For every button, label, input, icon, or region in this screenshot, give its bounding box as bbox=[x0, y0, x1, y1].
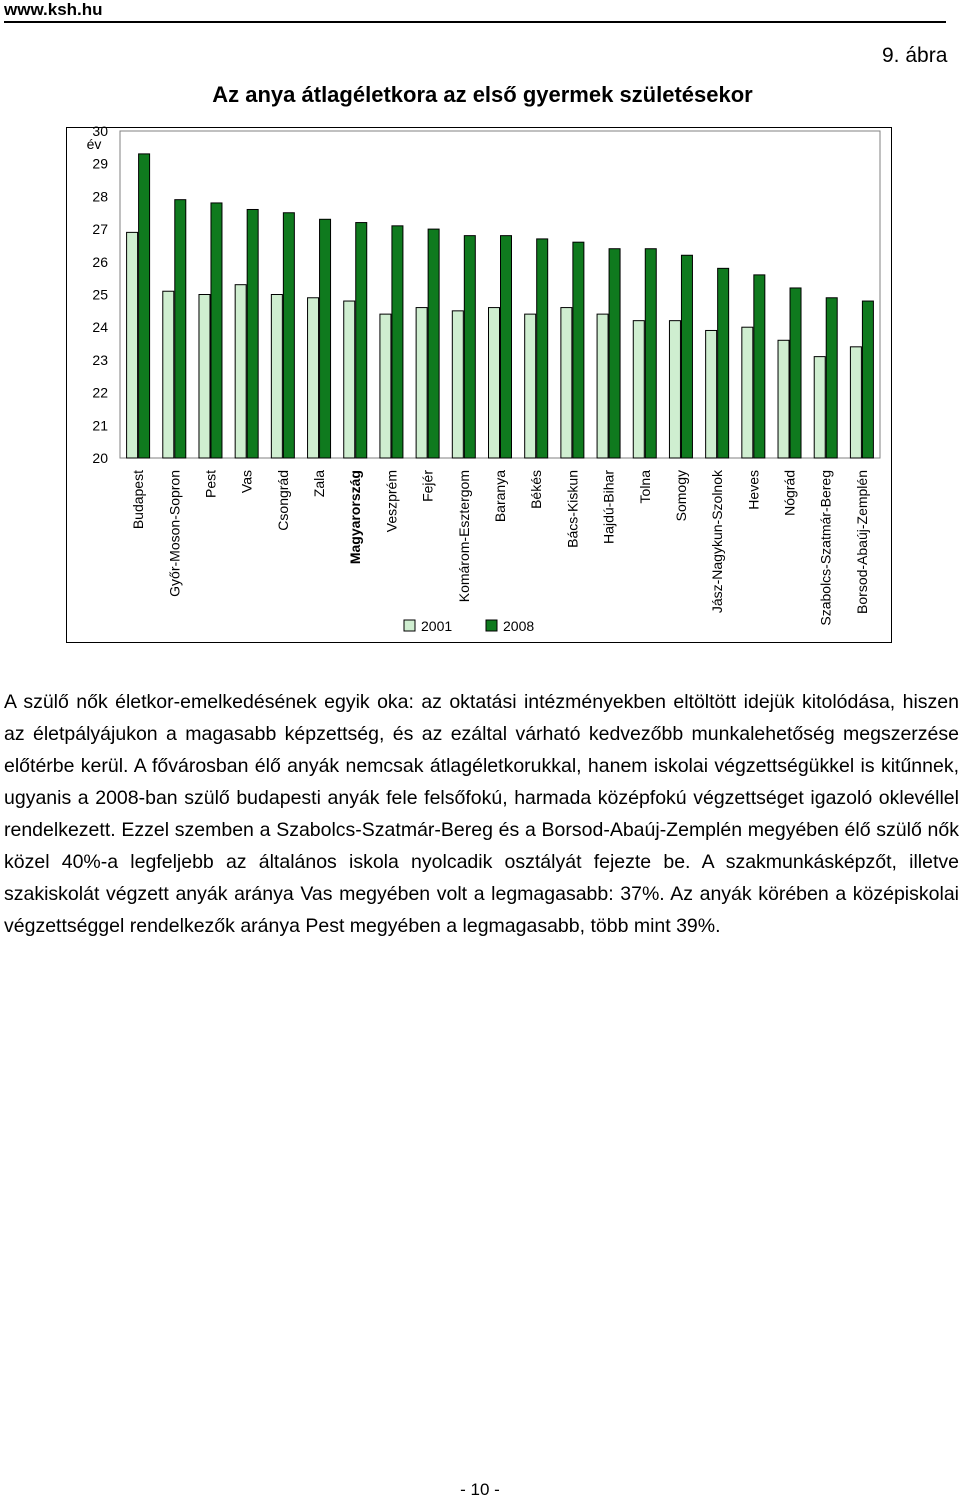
bar-2001 bbox=[380, 314, 391, 458]
bar-2008 bbox=[464, 236, 475, 458]
y-tick-label: 21 bbox=[92, 417, 108, 434]
chart-title: Az anya átlagéletkora az első gyermek születésekor bbox=[212, 82, 753, 107]
category-label: Győr-Moson-Sopron bbox=[166, 470, 183, 597]
legend-label-2001: 2001 bbox=[421, 618, 453, 634]
bar-2001 bbox=[778, 340, 789, 458]
bar-2001 bbox=[416, 308, 427, 458]
bar-2008 bbox=[537, 239, 548, 458]
bar-2001 bbox=[850, 347, 861, 458]
bar-2001 bbox=[163, 291, 174, 458]
legend-swatch-2001 bbox=[404, 620, 415, 631]
category-label: Borsod-Abaúj-Zemplén bbox=[853, 470, 870, 614]
y-tick-label: 22 bbox=[92, 384, 108, 401]
bar-2008 bbox=[175, 200, 186, 458]
bar-2008 bbox=[501, 236, 512, 458]
bar-2008 bbox=[139, 154, 150, 458]
category-label: Szabolcs-Szatmár-Bereg bbox=[817, 470, 834, 626]
y-tick-label: 20 bbox=[92, 450, 108, 466]
bar-2008 bbox=[681, 255, 692, 458]
bar-2008 bbox=[718, 268, 729, 458]
y-tick-label: 26 bbox=[92, 253, 108, 270]
figure-number: 9. ábra bbox=[882, 44, 948, 67]
category-label: Nógrád bbox=[781, 470, 798, 516]
category-label: Hajdú-Bihar bbox=[600, 470, 617, 544]
category-label: Veszprém bbox=[383, 470, 400, 533]
bar-2008 bbox=[428, 229, 439, 458]
y-tick-label: 28 bbox=[92, 188, 108, 205]
bar-2001 bbox=[308, 298, 319, 458]
bar-2001 bbox=[235, 285, 246, 458]
bar-2001 bbox=[452, 311, 463, 458]
y-tick-label: 23 bbox=[92, 351, 108, 368]
site-link[interactable]: www.ksh.hu bbox=[4, 0, 103, 19]
bar-2001 bbox=[669, 321, 680, 458]
y-tick-label: 27 bbox=[92, 221, 108, 238]
category-label: Fejér bbox=[419, 470, 436, 502]
category-label: Somogy bbox=[672, 470, 689, 522]
bar-2008 bbox=[392, 226, 403, 458]
bar-2008 bbox=[609, 249, 620, 458]
category-label: Heves bbox=[745, 470, 762, 510]
bar-2008 bbox=[790, 288, 801, 458]
bar-2001 bbox=[525, 314, 536, 458]
bar-2001 bbox=[489, 308, 500, 458]
bar-chart bbox=[0, 0, 960, 660]
bar-2008 bbox=[283, 213, 294, 458]
bar-2008 bbox=[356, 223, 367, 458]
category-label: Békés bbox=[528, 470, 545, 509]
body-text: A szülő nők életkor-emelkedésének egyik oka: az oktatási intézményekben eltöltött idejük kitolódása, hiszen az életpályájukon a magasabb képzettség, és az ezáltal várható kedvezőbb munkalehetőség megszerzése előtérbe kerül. A fővárosban élő anyák nemcsak átlagéletkorukkal, hanem iskolai végzettségükkel is kitűnnek, ugyanis a 2008-ban szülő budapesti anyák fele felsőfokú, harmada középfokú végzettséget igazoló oklevéllel rendelkezett. Ezzel szemben a Szabolcs-Szatmár-Bereg és a Borsod-Abaúj-Zemplén megyében élő szülő nők közel 40%-a legfeljebb az általános iskola nyolcadik osztályát fejezte be. A szakmunkásképzőt, illetve szakiskolát végzett anyák aránya Vas megyében volt a legmagasabb: 37%. Az anyák körében a középiskolai végzettséggel rendelkezők aránya Pest megyében a legmagasabb, több mint 39%. bbox=[4, 691, 959, 937]
category-label: Jász-Nagykun-Szolnok bbox=[709, 470, 726, 614]
category-label: Bács-Kiskun bbox=[564, 470, 581, 548]
category-label: Tolna bbox=[636, 470, 653, 504]
bar-2001 bbox=[344, 301, 355, 458]
bar-2001 bbox=[633, 321, 644, 458]
category-label: Vas bbox=[238, 470, 255, 494]
bar-2001 bbox=[814, 357, 825, 458]
y-tick-label: 25 bbox=[92, 286, 108, 303]
legend-label-2008: 2008 bbox=[503, 618, 535, 634]
category-label: Budapest bbox=[130, 470, 147, 530]
page-number: - 10 - bbox=[460, 1480, 500, 1499]
legend-swatch-2008 bbox=[486, 620, 497, 631]
bar-2008 bbox=[573, 242, 584, 458]
bar-2001 bbox=[597, 314, 608, 458]
bar-2001 bbox=[706, 330, 717, 458]
bar-2008 bbox=[247, 209, 258, 458]
bar-2008 bbox=[211, 203, 222, 458]
y-tick-label: 29 bbox=[92, 155, 108, 172]
category-label: Pest bbox=[202, 470, 219, 499]
bar-2008 bbox=[862, 301, 873, 458]
category-label: Komárom-Esztergom bbox=[455, 470, 472, 603]
bar-2001 bbox=[199, 295, 210, 459]
bar-2001 bbox=[127, 232, 138, 458]
bar-2008 bbox=[826, 298, 837, 458]
bar-2008 bbox=[320, 219, 331, 458]
category-label: Magyarország bbox=[347, 470, 364, 565]
y-tick-label: 30 bbox=[92, 123, 108, 139]
y-tick-label: 24 bbox=[92, 319, 108, 336]
bar-2001 bbox=[271, 295, 282, 459]
y-axis-label: év bbox=[86, 136, 102, 152]
bar-2001 bbox=[742, 327, 753, 458]
bar-2001 bbox=[561, 308, 572, 458]
category-label: Baranya bbox=[492, 470, 508, 523]
bar-2008 bbox=[645, 249, 656, 458]
category-label: Csongrád bbox=[274, 470, 291, 531]
bar-2008 bbox=[754, 275, 765, 458]
category-label: Zala bbox=[311, 470, 328, 498]
